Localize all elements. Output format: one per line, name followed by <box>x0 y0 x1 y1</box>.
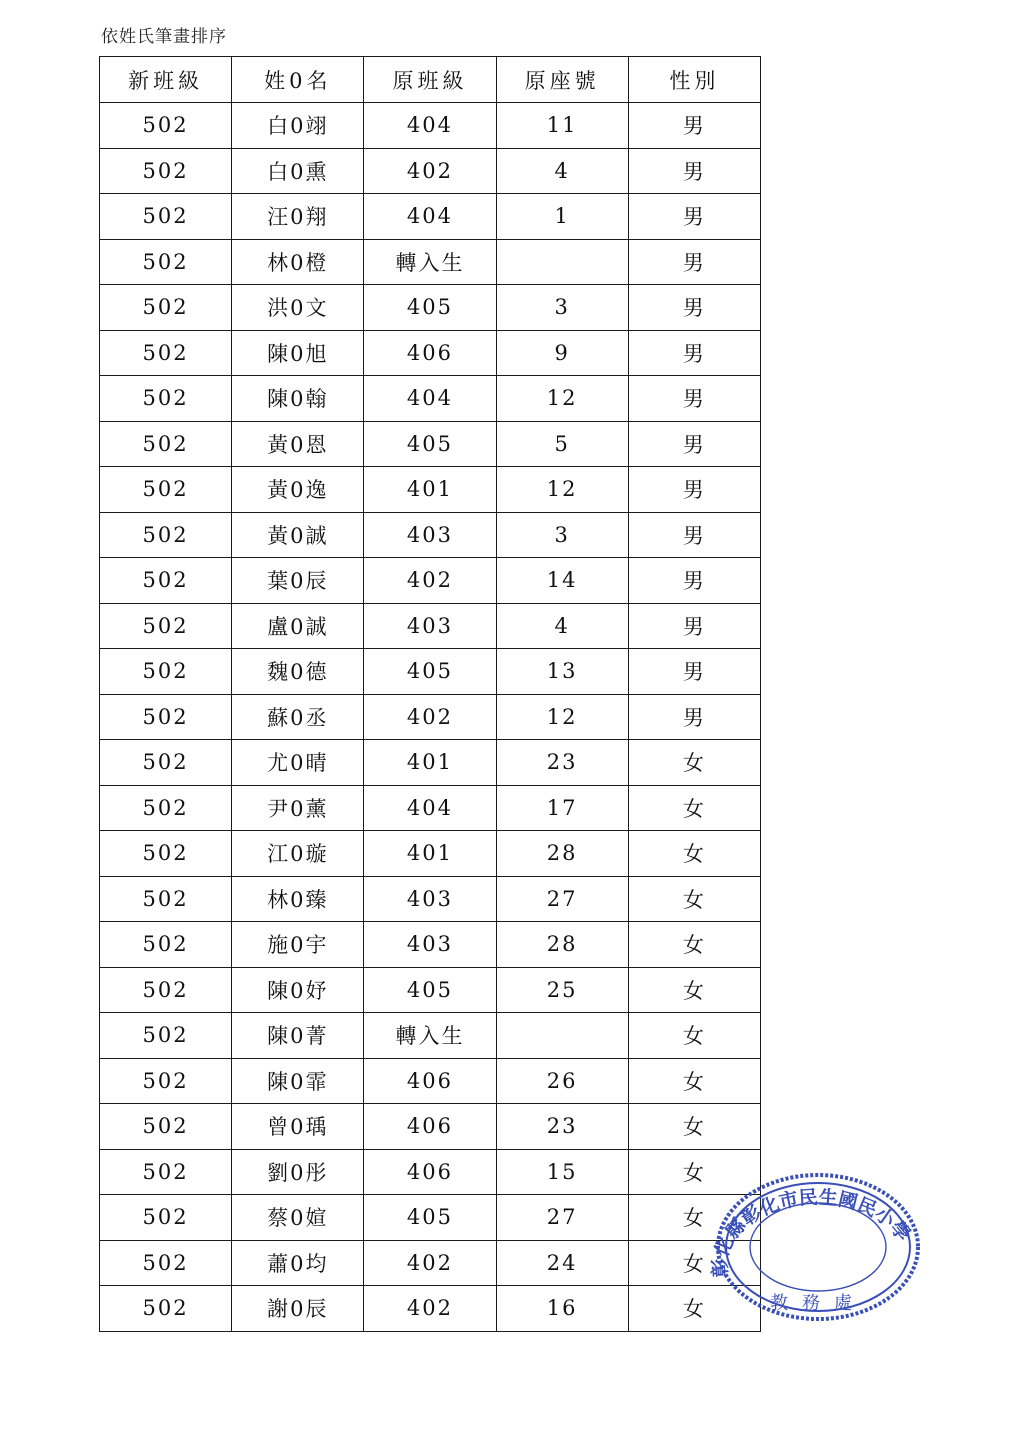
table-row <box>100 922 761 968</box>
cell-original-class: 402 <box>364 148 496 194</box>
cell-original-class: 轉入生 <box>364 239 496 285</box>
cell-original-class: 404 <box>364 194 496 240</box>
cell-original-class: 402 <box>364 558 496 604</box>
cell-new-class: 502 <box>100 922 232 968</box>
table-row <box>100 1286 761 1332</box>
cell-original-class: 405 <box>364 1195 496 1241</box>
cell-name: 劉0彤 <box>232 1149 364 1195</box>
cell-original-class: 406 <box>364 330 496 376</box>
cell-new-class: 502 <box>100 330 232 376</box>
cell-new-class: 502 <box>100 1195 232 1241</box>
cell-original-seat <box>496 1013 628 1059</box>
cell-original-class: 403 <box>364 876 496 922</box>
cell-new-class: 502 <box>100 1013 232 1059</box>
cell-new-class: 502 <box>100 876 232 922</box>
cell-new-class: 502 <box>100 512 232 558</box>
table-row <box>100 1058 761 1104</box>
cell-name: 黃0恩 <box>232 421 364 467</box>
cell-name: 蘇0丞 <box>232 694 364 740</box>
cell-name: 尤0晴 <box>232 740 364 786</box>
header-name: 姓0名 <box>232 57 364 103</box>
cell-original-seat: 9 <box>496 330 628 376</box>
cell-new-class: 502 <box>100 467 232 513</box>
table-row <box>100 239 761 285</box>
cell-name: 林0臻 <box>232 876 364 922</box>
cell-original-seat <box>496 239 628 285</box>
cell-name: 黃0逸 <box>232 467 364 513</box>
cell-original-class: 404 <box>364 785 496 831</box>
table-row <box>100 376 761 422</box>
header-original-class: 原班級 <box>364 57 496 103</box>
cell-gender: 女 <box>628 740 760 786</box>
table-row <box>100 694 761 740</box>
table-row <box>100 740 761 786</box>
cell-gender: 女 <box>628 967 760 1013</box>
table-row <box>100 103 761 149</box>
cell-original-seat: 23 <box>496 740 628 786</box>
cell-original-seat: 12 <box>496 376 628 422</box>
cell-name: 陳0旭 <box>232 330 364 376</box>
sort-caption: 依姓氏筆畫排序 <box>101 27 227 47</box>
cell-new-class: 502 <box>100 649 232 695</box>
cell-original-seat: 4 <box>496 148 628 194</box>
table-row <box>100 148 761 194</box>
cell-gender: 男 <box>628 512 760 558</box>
cell-original-seat: 14 <box>496 558 628 604</box>
cell-original-class: 轉入生 <box>364 1013 496 1059</box>
cell-original-class: 401 <box>364 740 496 786</box>
cell-new-class: 502 <box>100 1149 232 1195</box>
cell-gender: 男 <box>628 467 760 513</box>
cell-original-seat: 17 <box>496 785 628 831</box>
header-original-seat: 原座號 <box>496 57 628 103</box>
table-row <box>100 1240 761 1286</box>
cell-gender: 男 <box>628 148 760 194</box>
table-row <box>100 831 761 877</box>
cell-gender: 女 <box>628 1104 760 1150</box>
cell-name: 魏0德 <box>232 649 364 695</box>
cell-original-seat: 15 <box>496 1149 628 1195</box>
table-row <box>100 1195 761 1241</box>
cell-name: 黃0誠 <box>232 512 364 558</box>
cell-name: 蕭0均 <box>232 1240 364 1286</box>
table-row <box>100 285 761 331</box>
cell-original-class: 406 <box>364 1104 496 1150</box>
cell-name: 白0翊 <box>232 103 364 149</box>
cell-original-class: 405 <box>364 649 496 695</box>
cell-original-seat: 12 <box>496 467 628 513</box>
cell-gender: 女 <box>628 1013 760 1059</box>
table-row <box>100 1013 761 1059</box>
cell-name: 曾0瑀 <box>232 1104 364 1150</box>
cell-original-class: 401 <box>364 831 496 877</box>
cell-original-seat: 13 <box>496 649 628 695</box>
cell-name: 葉0辰 <box>232 558 364 604</box>
cell-new-class: 502 <box>100 1058 232 1104</box>
cell-gender: 男 <box>628 285 760 331</box>
header-new-class: 新班級 <box>100 57 232 103</box>
cell-original-seat: 11 <box>496 103 628 149</box>
cell-original-class: 402 <box>364 694 496 740</box>
cell-gender: 男 <box>628 649 760 695</box>
cell-original-class: 403 <box>364 922 496 968</box>
cell-original-seat: 16 <box>496 1286 628 1332</box>
student-roster-table <box>99 56 761 1332</box>
cell-gender: 男 <box>628 603 760 649</box>
cell-original-seat: 25 <box>496 967 628 1013</box>
cell-original-class: 406 <box>364 1058 496 1104</box>
cell-original-class: 402 <box>364 1240 496 1286</box>
cell-gender: 女 <box>628 1240 760 1286</box>
cell-gender: 女 <box>628 1058 760 1104</box>
table-row <box>100 967 761 1013</box>
cell-gender: 女 <box>628 922 760 968</box>
cell-gender: 女 <box>628 831 760 877</box>
cell-name: 陳0霏 <box>232 1058 364 1104</box>
cell-new-class: 502 <box>100 1104 232 1150</box>
cell-name: 洪0文 <box>232 285 364 331</box>
cell-original-class: 403 <box>364 603 496 649</box>
seal-text: 彰化縣彰化市民生國民小學 <box>709 1186 915 1278</box>
cell-name: 陳0翰 <box>232 376 364 422</box>
table-header-row <box>100 57 761 103</box>
cell-new-class: 502 <box>100 1240 232 1286</box>
cell-original-seat: 24 <box>496 1240 628 1286</box>
cell-original-seat: 4 <box>496 603 628 649</box>
cell-original-seat: 26 <box>496 1058 628 1104</box>
table-row <box>100 558 761 604</box>
cell-name: 汪0翔 <box>232 194 364 240</box>
table-body <box>100 103 761 1332</box>
cell-gender: 男 <box>628 558 760 604</box>
cell-new-class: 502 <box>100 148 232 194</box>
cell-gender: 男 <box>628 194 760 240</box>
cell-original-class: 402 <box>364 1286 496 1332</box>
cell-gender: 女 <box>628 785 760 831</box>
table-row <box>100 1149 761 1195</box>
cell-new-class: 502 <box>100 194 232 240</box>
cell-original-seat: 5 <box>496 421 628 467</box>
cell-new-class: 502 <box>100 103 232 149</box>
cell-name: 尹0薰 <box>232 785 364 831</box>
cell-new-class: 502 <box>100 376 232 422</box>
cell-new-class: 502 <box>100 1286 232 1332</box>
cell-new-class: 502 <box>100 285 232 331</box>
cell-name: 陳0妤 <box>232 967 364 1013</box>
cell-name: 蔡0媗 <box>232 1195 364 1241</box>
cell-original-seat: 28 <box>496 831 628 877</box>
cell-new-class: 502 <box>100 421 232 467</box>
cell-original-class: 405 <box>364 285 496 331</box>
cell-original-seat: 12 <box>496 694 628 740</box>
cell-original-seat: 23 <box>496 1104 628 1150</box>
cell-original-seat: 28 <box>496 922 628 968</box>
cell-gender: 男 <box>628 330 760 376</box>
cell-new-class: 502 <box>100 239 232 285</box>
cell-original-class: 406 <box>364 1149 496 1195</box>
cell-name: 陳0菁 <box>232 1013 364 1059</box>
cell-original-class: 401 <box>364 467 496 513</box>
table-row <box>100 649 761 695</box>
cell-new-class: 502 <box>100 831 232 877</box>
cell-original-seat: 27 <box>496 1195 628 1241</box>
table-row <box>100 194 761 240</box>
cell-gender: 女 <box>628 1149 760 1195</box>
table-row <box>100 421 761 467</box>
cell-name: 林0橙 <box>232 239 364 285</box>
cell-name: 白0熏 <box>232 148 364 194</box>
cell-gender: 女 <box>628 1195 760 1241</box>
cell-new-class: 502 <box>100 558 232 604</box>
cell-original-class: 404 <box>364 103 496 149</box>
cell-original-class: 404 <box>364 376 496 422</box>
cell-original-seat: 3 <box>496 285 628 331</box>
svg-text:彰化縣彰化市民生國民小學 <box>708 1185 915 1277</box>
cell-gender: 男 <box>628 239 760 285</box>
cell-gender: 女 <box>628 876 760 922</box>
cell-gender: 男 <box>628 421 760 467</box>
cell-gender: 女 <box>628 1286 760 1332</box>
table-row <box>100 785 761 831</box>
cell-original-class: 405 <box>364 967 496 1013</box>
cell-new-class: 502 <box>100 694 232 740</box>
cell-new-class: 502 <box>100 603 232 649</box>
cell-name: 謝0辰 <box>232 1286 364 1332</box>
cell-gender: 男 <box>628 694 760 740</box>
cell-new-class: 502 <box>100 740 232 786</box>
table-row <box>100 876 761 922</box>
cell-original-seat: 1 <box>496 194 628 240</box>
cell-gender: 男 <box>628 103 760 149</box>
cell-original-class: 405 <box>364 421 496 467</box>
school-seal-stamp <box>706 1159 926 1329</box>
cell-original-seat: 27 <box>496 876 628 922</box>
cell-new-class: 502 <box>100 785 232 831</box>
cell-original-class: 403 <box>364 512 496 558</box>
cell-name: 盧0誠 <box>232 603 364 649</box>
table-row <box>100 330 761 376</box>
cell-new-class: 502 <box>100 967 232 1013</box>
cell-name: 江0璇 <box>232 831 364 877</box>
table-row <box>100 1104 761 1150</box>
table-row <box>100 467 761 513</box>
header-gender: 性別 <box>628 57 760 103</box>
table-row <box>100 603 761 649</box>
cell-name: 施0宇 <box>232 922 364 968</box>
cell-gender: 男 <box>628 376 760 422</box>
cell-original-seat: 3 <box>496 512 628 558</box>
seal-office: 教務處 <box>770 1293 866 1314</box>
table-row <box>100 512 761 558</box>
